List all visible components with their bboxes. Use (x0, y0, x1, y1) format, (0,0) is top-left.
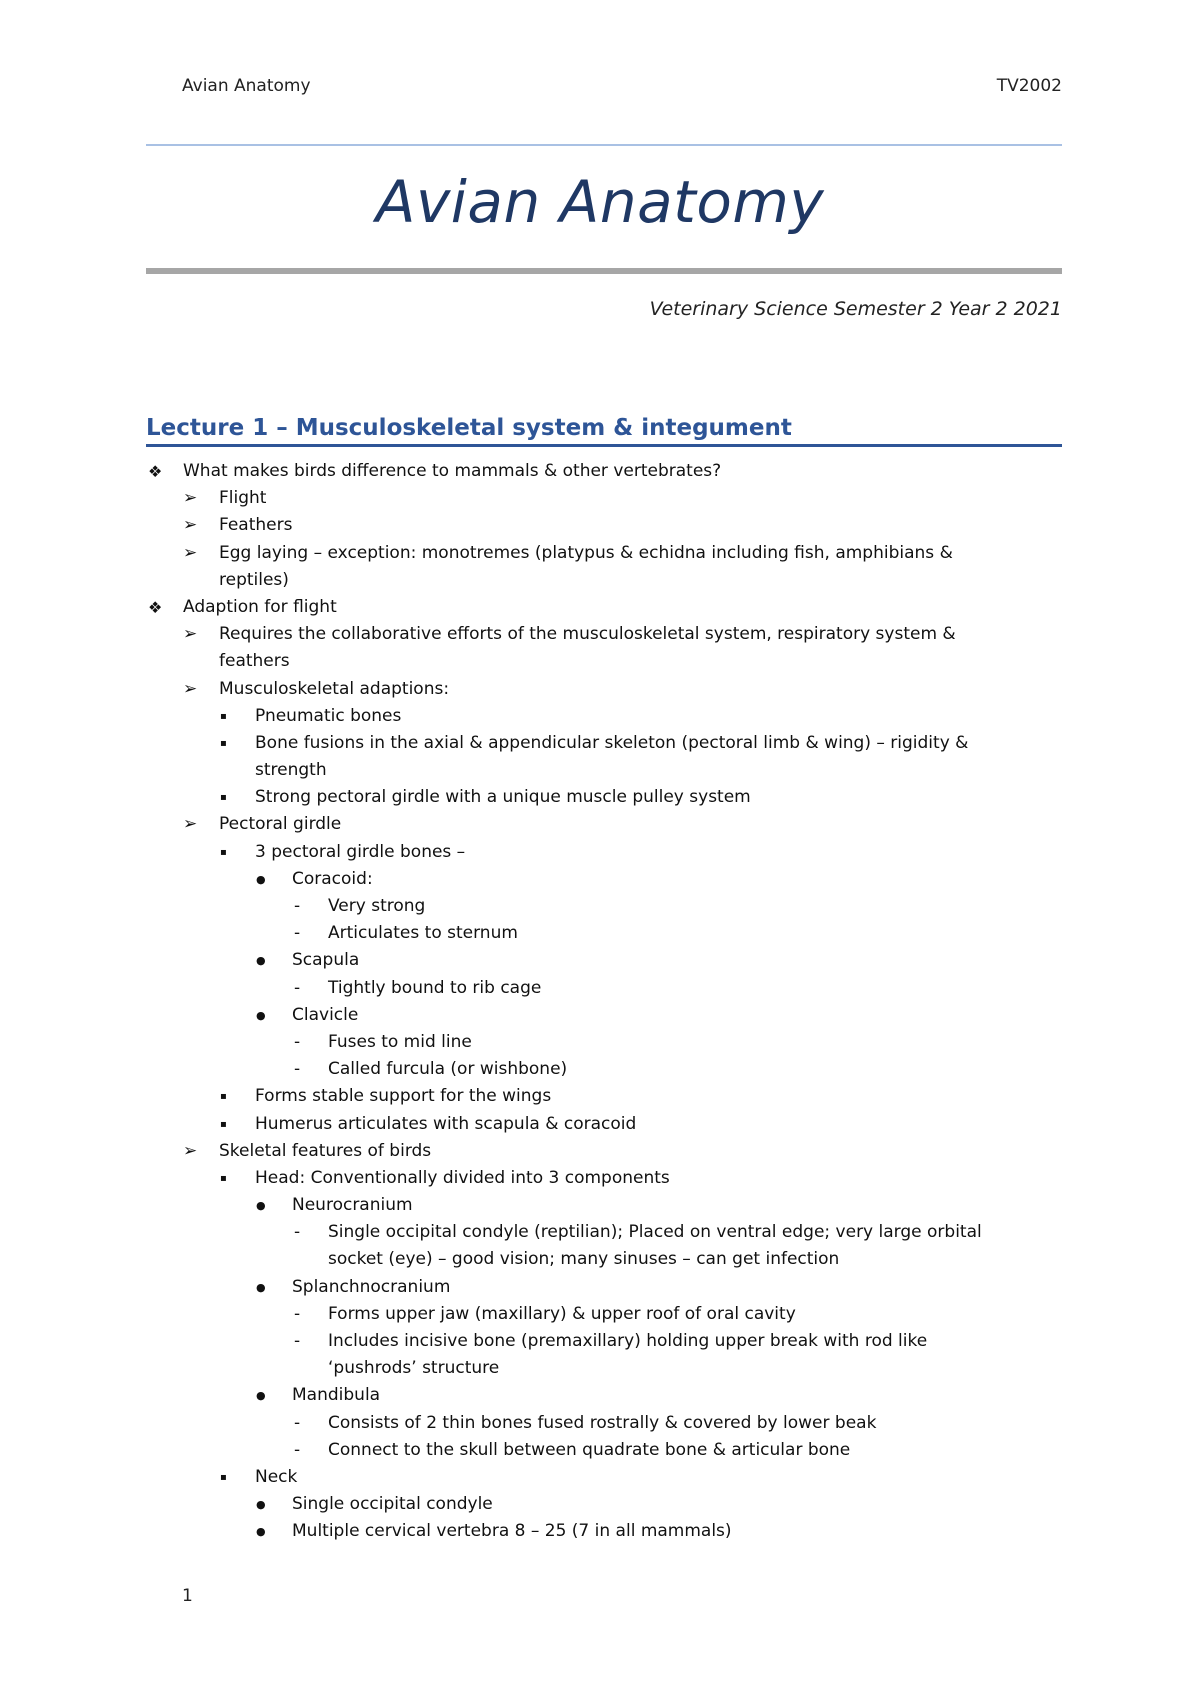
dash-bullet-icon: - (294, 977, 301, 998)
list-item (0, 648, 1200, 675)
list-item (0, 1382, 1200, 1409)
list-item (0, 1437, 1200, 1464)
running-header-title: Avian Anatomy (182, 76, 311, 96)
page-number: 1 (182, 1586, 193, 1606)
list-item-text: Single occipital condyle (292, 1494, 493, 1515)
list-item (0, 1328, 1200, 1355)
list-item-text: Includes incisive bone (premaxillary) holding upper break with rod like (328, 1331, 928, 1351)
list-item-text: Pneumatic bones (255, 705, 402, 726)
dash-bullet-icon: - (294, 1222, 301, 1243)
dash-bullet-icon: - (294, 1031, 301, 1052)
list-item (0, 540, 1200, 567)
list-item-text: Tightly bound to rib cage (328, 977, 542, 998)
list-item-text: Scapula (292, 950, 360, 971)
list-item (0, 839, 1200, 866)
dot-bullet-icon: ● (256, 1389, 266, 1403)
list-item (0, 1274, 1200, 1301)
diamond-bullet-icon: ❖ (148, 597, 163, 617)
list-item-text: reptiles) (219, 569, 289, 590)
list-item-text: Head: Conventionally divided into 3 components (255, 1167, 670, 1188)
dot-bullet-icon: ● (256, 1199, 266, 1213)
list-item (0, 1301, 1200, 1328)
list-item-text: What makes birds difference to mammals & other vertebrates? (183, 461, 722, 481)
list-item (0, 1165, 1200, 1192)
arrow-bullet-icon: ➢ (183, 678, 198, 699)
section-heading: Lecture 1 – Musculoskeletal system & integument (146, 415, 792, 441)
header-divider (146, 144, 1062, 146)
list-item-text: Skeletal features of birds (219, 1140, 432, 1161)
list-item-text: Single occipital condyle (reptilian); Placed on ventral edge; very large orbital (328, 1222, 982, 1243)
list-item-text: Clavicle (292, 1004, 359, 1025)
dash-bullet-icon: - (294, 1059, 301, 1080)
list-item (0, 1138, 1200, 1165)
section-heading-underline (146, 444, 1062, 447)
list-item (0, 512, 1200, 539)
list-item (0, 1029, 1200, 1056)
document-title: Avian Anatomy (375, 168, 825, 236)
list-item (0, 1083, 1200, 1110)
list-item-text: Humerus articulates with scapula & coracoid (255, 1113, 637, 1134)
arrow-bullet-icon: ➢ (183, 1140, 198, 1161)
list-item (0, 1111, 1200, 1138)
list-item (0, 893, 1200, 920)
dot-bullet-icon: ● (256, 1008, 266, 1022)
arrow-bullet-icon: ➢ (183, 488, 198, 509)
list-item-text: Requires the collaborative efforts of the musculoskeletal system, respiratory system & (219, 624, 956, 645)
square-bullet-icon: ▪ (220, 792, 227, 804)
list-item (0, 1002, 1200, 1029)
list-item-text: Adaption for flight (183, 596, 337, 617)
arrow-bullet-icon: ➢ (183, 542, 198, 563)
arrow-bullet-icon: ➢ (183, 814, 198, 835)
list-item-text: strength (255, 760, 327, 781)
dot-bullet-icon: ● (256, 954, 266, 968)
list-item (0, 1246, 1200, 1273)
dash-bullet-icon: - (294, 1412, 301, 1433)
list-item-text: Fuses to mid line (328, 1031, 472, 1052)
list-item (0, 1355, 1200, 1382)
list-item-text: Feathers (219, 515, 293, 536)
list-item-text: Forms stable support for the wings (255, 1086, 552, 1107)
square-bullet-icon: ▪ (220, 1118, 227, 1130)
list-item (0, 1464, 1200, 1491)
dash-bullet-icon: - (294, 923, 301, 944)
square-bullet-icon: ▪ (220, 846, 227, 858)
dot-bullet-icon: ● (256, 1525, 266, 1539)
dash-bullet-icon: - (294, 1331, 301, 1351)
list-item (0, 730, 1200, 757)
dash-bullet-icon: - (294, 1439, 301, 1460)
list-item (0, 1518, 1200, 1545)
list-item-text: feathers (219, 651, 290, 672)
list-item-text: 3 pectoral girdle bones – (255, 841, 466, 862)
list-item (0, 567, 1200, 594)
list-item-text: Musculoskeletal adaptions: (219, 678, 450, 699)
list-item-text: Consists of 2 thin bones fused rostrally & covered by lower beak (328, 1412, 877, 1433)
list-item-text: Pectoral girdle (219, 814, 342, 835)
list-item (0, 1491, 1200, 1518)
list-item-text: Very strong (328, 896, 426, 916)
list-item (0, 1219, 1200, 1246)
dash-bullet-icon: - (294, 1303, 301, 1324)
list-item (0, 947, 1200, 974)
square-bullet-icon: ▪ (220, 737, 227, 749)
list-item (0, 866, 1200, 893)
list-item-text: ‘pushrods’ structure (328, 1358, 500, 1379)
list-item-text: Neck (255, 1466, 298, 1487)
list-item-text: Coracoid: (292, 868, 373, 889)
list-item (0, 621, 1200, 648)
list-item (0, 1410, 1200, 1437)
list-item-text: Neurocranium (292, 1195, 413, 1216)
square-bullet-icon: ▪ (220, 1471, 227, 1483)
dot-bullet-icon: ● (256, 1280, 266, 1294)
list-item-text: Called furcula (or wishbone) (328, 1059, 568, 1080)
dot-bullet-icon: ● (256, 1498, 266, 1512)
square-bullet-icon: ▪ (220, 1172, 227, 1184)
list-item (0, 811, 1200, 838)
list-item (0, 920, 1200, 947)
list-item (0, 703, 1200, 730)
square-bullet-icon: ▪ (220, 710, 227, 722)
diamond-bullet-icon: ❖ (148, 462, 163, 481)
list-item (0, 594, 1200, 621)
list-item (0, 757, 1200, 784)
dash-bullet-icon: - (294, 896, 301, 916)
list-item (0, 676, 1200, 703)
list-item (0, 975, 1200, 1002)
list-item-text: Forms upper jaw (maxillary) & upper roof of oral cavity (328, 1303, 796, 1324)
list-item-text: Mandibula (292, 1385, 381, 1406)
dot-bullet-icon: ● (256, 872, 266, 886)
list-item (0, 1056, 1200, 1083)
arrow-bullet-icon: ➢ (183, 515, 198, 536)
list-item (0, 1192, 1200, 1219)
list-item-text: Bone fusions in the axial & appendicular skeleton (pectoral limb & wing) – rigidity & (255, 732, 969, 753)
list-item-text: Flight (219, 488, 267, 509)
arrow-bullet-icon: ➢ (183, 624, 198, 645)
list-item-text: Multiple cervical vertebra 8 – 25 (7 in all mammals) (292, 1521, 732, 1542)
list-item (0, 458, 1200, 485)
square-bullet-icon: ▪ (220, 1091, 227, 1103)
list-item-text: socket (eye) – good vision; many sinuses – can get infection (328, 1249, 840, 1270)
list-item-text: Articulates to sternum (328, 923, 518, 944)
list-item (0, 784, 1200, 811)
title-divider (146, 268, 1062, 274)
list-item-text: Connect to the skull between quadrate bone & articular bone (328, 1439, 851, 1460)
list-item-text: Splanchnocranium (292, 1276, 451, 1297)
list-item (0, 485, 1200, 512)
list-item-text: Strong pectoral girdle with a unique muscle pulley system (255, 787, 751, 808)
list-item-text: Egg laying – exception: monotremes (platypus & echidna including fish, amphibians & (219, 542, 953, 563)
document-subtitle: Veterinary Science Semester 2 Year 2 2021 (649, 298, 1062, 320)
notes-list (0, 458, 1200, 1546)
running-header-code: TV2002 (996, 76, 1062, 96)
